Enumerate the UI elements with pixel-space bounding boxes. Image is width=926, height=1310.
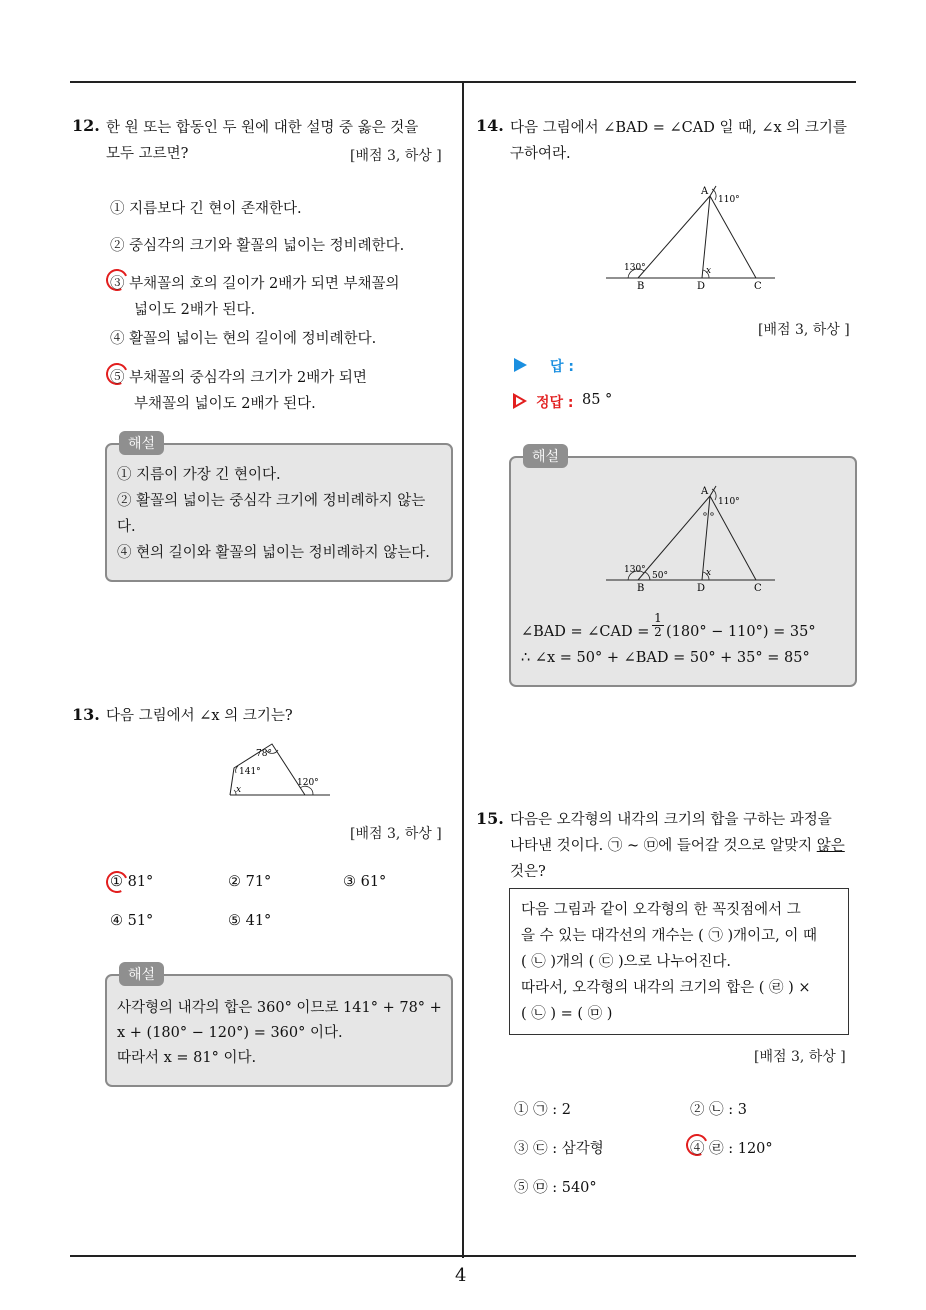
- q14-fig-A: A: [701, 186, 709, 197]
- q14-sol-fig-110: 110°: [718, 497, 740, 507]
- q14-solution-fraction: [652, 612, 664, 639]
- q14-figure: [600, 182, 780, 292]
- q15-number: 15.: [476, 809, 504, 828]
- q12-question-line1: 한 원 또는 합동인 두 원에 대한 설명 중 옳은 것을: [106, 120, 419, 136]
- q13-solution-line3: 따라서 x = 81° 이다.: [117, 1050, 257, 1066]
- q14-solution-line1b: (180° − 110°) = 35°: [666, 624, 816, 640]
- q12-option-3[interactable]: ③ 부채꼴의 호의 길이가 2배가 되면 부채꼴의: [110, 276, 400, 292]
- q14-sol-fig-D: D: [697, 583, 706, 594]
- q12-solution-line2: ② 활꼴의 넓이는 중심각 크기에 정비례하지 않는: [117, 493, 426, 509]
- column-divider: [462, 81, 464, 1258]
- fraction-denominator: 2: [654, 625, 662, 639]
- q15-box-line3: ( ㉡ )개의 ( ㉢ )으로 나누어진다.: [521, 954, 731, 970]
- q13-figure: [222, 738, 338, 800]
- q13-score: [배점 3, 하상 ]: [350, 826, 442, 842]
- fraction-numerator: 1: [652, 612, 664, 626]
- q15-option-1[interactable]: ① ㉠ : 2: [514, 1102, 571, 1118]
- q15-option-2[interactable]: ② ㉡ : 3: [690, 1102, 747, 1118]
- q15-option-4[interactable]: ④ ㉣ : 120°: [690, 1141, 773, 1157]
- q14-solution-figure: [600, 482, 780, 594]
- q15-box-line1: 다음 그림과 같이 오각형의 한 꼭짓점에서 그: [521, 902, 801, 918]
- q13-fig-141: 141°: [239, 767, 261, 777]
- q13-option-3[interactable]: ③ 61°: [343, 874, 387, 890]
- page-number: 4: [455, 1265, 467, 1286]
- q14-sol-fig-B: B: [637, 583, 645, 594]
- q15-option-5[interactable]: ⑤ ㉤ : 540°: [514, 1180, 597, 1196]
- q13-option-2[interactable]: ② 71°: [228, 874, 272, 890]
- q15-option-3[interactable]: ③ ㉢ : 삼각형: [514, 1141, 604, 1157]
- q12-solution-line1: ① 지름이 가장 긴 현이다.: [117, 467, 281, 483]
- q15-box-line2: 을 수 있는 대각선의 개수는 ( ㉠ )개이고, 이 때: [521, 928, 818, 944]
- q13-fig-120: 120°: [297, 778, 319, 788]
- q15-question-line2-text: 나타낸 것이다. ㉠ ~ ㉤에 들어갈 것으로 알맞지: [510, 838, 817, 854]
- q14-sol-fig-C: C: [754, 583, 762, 594]
- q14-sol-fig-50: 50°: [652, 571, 668, 581]
- q14-answer-label: 답 :: [550, 359, 574, 375]
- q13-fig-x: x: [236, 785, 242, 795]
- q15-box-line4: 따라서, 오각형의 내각의 크기의 합은 ( ㉣ ) ×: [521, 980, 811, 996]
- q14-sol-fig-x: x: [706, 568, 712, 578]
- q14-solution-tag: 해설: [523, 444, 568, 468]
- q12-score: [배점 3, 하상 ]: [350, 148, 442, 164]
- q14-question-line2: 구하여라.: [510, 146, 571, 162]
- q15-box-line5: ( ㉡ ) = ( ㉤ ): [521, 1006, 613, 1022]
- q14-question-line1: 다음 그림에서 ∠BAD = ∠CAD 일 때, ∠x 의 크기를: [510, 120, 847, 136]
- q12-solution-line2-cont: 다.: [117, 519, 136, 535]
- q12-question-line2: 모두 고르면?: [106, 146, 189, 162]
- q13-solution-tag: 해설: [119, 962, 164, 986]
- q12-option-5[interactable]: ⑤ 부채꼴의 중심각의 크기가 2배가 되면: [110, 370, 367, 386]
- q13-solution-line1: 사각형의 내각의 합은 360° 이므로 141° + 78° +: [117, 1000, 442, 1016]
- q13-option-5[interactable]: ⑤ 41°: [228, 913, 272, 929]
- q12-solution-tag: 해설: [119, 431, 164, 455]
- q14-sol-fig-130: 130°: [624, 565, 646, 575]
- q15-question-line1: 다음은 오각형의 내각의 크기의 합을 구하는 과정을: [510, 812, 832, 828]
- q14-fig-C: C: [754, 281, 762, 292]
- q15-question-line3: 것은?: [510, 864, 546, 880]
- q15-score: [배점 3, 하상 ]: [754, 1049, 846, 1065]
- answer-play-icon: [514, 358, 527, 372]
- q14-fig-130: 130°: [624, 263, 646, 273]
- q12-number: 12.: [72, 116, 100, 135]
- q14-number: 14.: [476, 116, 504, 135]
- q13-option-4[interactable]: ④ 51°: [110, 913, 154, 929]
- q14-fig-D: D: [697, 281, 706, 292]
- q14-solution-line2: ∴ ∠x = 50° + ∠BAD = 50° + 35° = 85°: [521, 650, 810, 666]
- q12-option-3-cont: 넓이도 2배가 된다.: [134, 302, 256, 318]
- bottom-rule: [70, 1255, 856, 1257]
- q14-score: [배점 3, 하상 ]: [758, 322, 850, 338]
- q12-option-1[interactable]: ① 지름보다 긴 현이 존재한다.: [110, 201, 302, 217]
- q13-number: 13.: [72, 705, 100, 724]
- q15-question-emphasis: 않은: [816, 838, 845, 854]
- q12-option-5-cont: 부채꼴의 넓이도 2배가 된다.: [134, 396, 316, 412]
- q14-correct-label: 정답 :: [536, 395, 574, 411]
- q15-question-line2: [510, 833, 845, 859]
- q13-question: 다음 그림에서 ∠x 의 크기는?: [106, 708, 293, 724]
- q14-fig-x: x: [706, 266, 712, 276]
- q14-sol-fig-A: A: [701, 486, 709, 497]
- q13-option-1[interactable]: ① 81°: [110, 874, 154, 890]
- q12-solution-line3: ④ 현의 길이와 활꼴의 넓이는 정비례하지 않는다.: [117, 545, 430, 561]
- q13-solution-line2: x + (180° − 120°) = 360° 이다.: [117, 1025, 343, 1041]
- q12-option-4[interactable]: ④ 활꼴의 넓이는 현의 길이에 정비례한다.: [110, 331, 377, 347]
- q14-correct-value: 85 °: [582, 392, 613, 408]
- q13-fig-78: 78°: [256, 749, 272, 759]
- q12-option-2[interactable]: ② 중심각의 크기와 활꼴의 넓이는 정비례한다.: [110, 238, 405, 254]
- q14-fig-110: 110°: [718, 195, 740, 205]
- q14-fig-B: B: [637, 281, 645, 292]
- q14-solution-line1a: ∠BAD = ∠CAD =: [521, 624, 650, 640]
